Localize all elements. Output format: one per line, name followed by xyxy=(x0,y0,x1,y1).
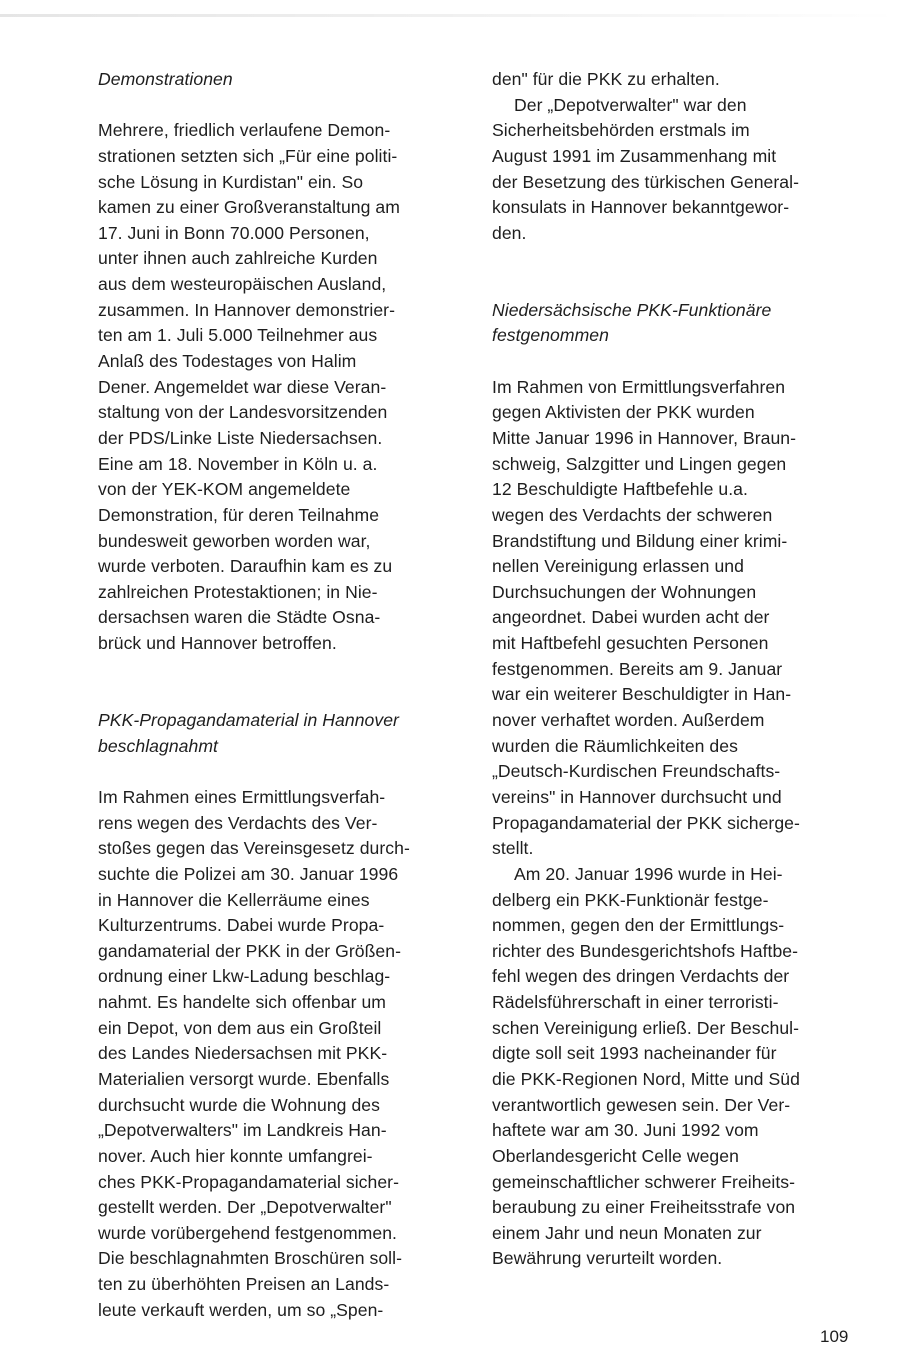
text-line: die PKK-Regionen Nord, Mitte und Süd xyxy=(492,1069,800,1089)
text-line: Bewährung verurteilt worden. xyxy=(492,1248,723,1269)
text-line: Mehrere, friedlich verlaufene Demon- xyxy=(98,120,391,141)
text-line: leute verkauft werden, um so „Spen- xyxy=(98,1299,384,1320)
text-line: nover. Auch hier konnte umfangrei- xyxy=(98,1145,373,1166)
text-line: vereins" in Hannover durchsucht und xyxy=(492,786,782,807)
text-line: schweig, Salzgitter und Lingen gegen xyxy=(492,453,787,474)
text-line: August 1991 im Zusammenhang mit xyxy=(492,145,777,166)
text-line: nommen, gegen den der Ermittlungs- xyxy=(492,915,785,936)
text-line: 17. Juni in Bonn 70.000 Personen, xyxy=(98,222,370,243)
text-line: ordnung einer Lkw-Ladung beschlag- xyxy=(98,966,391,987)
text-line: strationen setzten sich „Für eine politi- xyxy=(98,145,398,166)
text-line: Demonstration, für deren Teilnahme xyxy=(98,504,380,525)
text-line: Oberlandesgericht Celle wegen xyxy=(492,1145,739,1166)
spacer xyxy=(492,349,862,375)
text-line: ten zu überhöhten Preisen an Lands- xyxy=(98,1274,390,1295)
text-line: von der YEK-KOM angemeldete xyxy=(98,479,351,500)
section-heading-demonstrationen: Demonstrationen xyxy=(98,69,233,89)
text-line: zahlreichen Protestaktionen; in Nie- xyxy=(98,581,378,602)
paragraph-heidelberg xyxy=(492,862,862,1272)
text-line: schen Vereinigung erließ. Der Beschul- xyxy=(492,1017,800,1038)
paragraph-demonstrationen xyxy=(98,118,468,656)
text-line: Durchsuchungen der Wohnungen xyxy=(492,581,757,602)
text-line: mit Haftbefehl gesuchten Personen xyxy=(492,633,769,654)
text-line: dersachsen waren die Städte Osna- xyxy=(98,607,381,628)
text-line: Im Rahmen eines Ermittlungsverfah- xyxy=(98,786,386,807)
text-line: unter ihnen auch zahlreiche Kurden xyxy=(98,248,378,269)
text-line: Am 20. Januar 1996 wurde in Hei- xyxy=(514,863,783,884)
section-heading-pkk-propaganda: PKK-Propagandamaterial in Hannover xyxy=(98,710,399,731)
text-line: Im Rahmen von Ermittlungsverfahren xyxy=(492,376,786,397)
text-line: fehl wegen des dringen Verdachts der xyxy=(492,966,790,987)
text-line: brück und Hannover betroffen. xyxy=(98,633,337,654)
text-line: gandamaterial der PKK in der Größen- xyxy=(98,940,401,961)
text-line: aus dem westeuropäischen Ausland, xyxy=(98,274,387,295)
text-line: Die beschlagnahmten Broschüren soll- xyxy=(98,1248,402,1269)
text-line: einem Jahr und neun Monaten zur xyxy=(492,1222,762,1243)
text-line: „Depotverwalters" im Landkreis Han- xyxy=(98,1120,387,1141)
text-line: „Deutsch-Kurdischen Freundschafts- xyxy=(492,761,781,782)
text-line: Mitte Januar 1996 in Hannover, Braun- xyxy=(492,427,797,448)
spacer xyxy=(492,246,862,297)
text-line: 12 Beschuldigte Haftbefehle u.a. xyxy=(492,479,748,500)
text-line: stoßes gegen das Vereinsgesetz durch- xyxy=(98,838,410,859)
text-line: Der „Depotverwalter" war den xyxy=(514,94,747,115)
text-line: gemeinschaftlicher schwerer Freiheits- xyxy=(492,1171,796,1192)
text-line: ches PKK-Propagandamaterial sicher- xyxy=(98,1171,399,1192)
text-line: nellen Vereinigung erlassen und xyxy=(492,556,744,577)
text-line: nahmt. Es handelte sich offenbar um xyxy=(98,992,386,1013)
text-line: den. xyxy=(492,222,527,243)
text-line: wurden die Räumlichkeiten des xyxy=(492,735,738,756)
text-line: gestellt werden. Der „Depotverwalter" xyxy=(98,1197,392,1218)
text-line: festgenommen. Bereits am 9. Januar xyxy=(492,658,783,679)
text-line: war ein weiterer Beschuldigter in Han- xyxy=(492,684,792,705)
spacer xyxy=(98,657,468,708)
text-line: richter des Bundesgerichtshofs Haftbe- xyxy=(492,940,799,961)
paragraph-depotverwalter xyxy=(492,93,862,247)
text-line: wurde verboten. Daraufhin kam es zu xyxy=(98,556,393,577)
text-line: ein Depot, von dem aus ein Großteil xyxy=(98,1017,382,1038)
text-line: beraubung zu einer Freiheitsstrafe von xyxy=(492,1197,796,1218)
text-line: Rädelsführerschaft in einer terroristi- xyxy=(492,992,779,1013)
text-line: des Landes Niedersachsen mit PKK- xyxy=(98,1043,388,1064)
text-line: der PDS/Linke Liste Niedersachsen. xyxy=(98,427,383,448)
section-heading-pkk-propaganda-cont: beschlagnahmt xyxy=(98,735,218,756)
text-line: wurde vorübergehend festgenommen. xyxy=(98,1222,397,1243)
section-heading-pkk-funktionaere: Niedersächsische PKK-Funktionäre xyxy=(492,299,772,320)
text-line: Eine am 18. November in Köln u. a. xyxy=(98,453,378,474)
text-line: angeordnet. Dabei wurden acht der xyxy=(492,607,770,628)
text-line: Anlaß des Todestages von Halim xyxy=(98,351,357,372)
text-line: zusammen. In Hannover demonstrier- xyxy=(98,299,396,320)
page-top-edge xyxy=(0,14,900,17)
section-heading-pkk-funktionaere-cont: festgenommen xyxy=(492,325,609,346)
text-line: suchte die Polizei am 30. Januar 1996 xyxy=(98,863,399,884)
text-line-continuation: den" für die PKK zu erhalten. xyxy=(492,69,720,89)
text-line: in Hannover die Kellerräume eines xyxy=(98,889,370,910)
text-line: nover verhaftet worden. Außerdem xyxy=(492,710,765,731)
text-line: wegen des Verdachts der schweren xyxy=(492,504,773,525)
text-line: Materialien versorgt wurde. Ebenfalls xyxy=(98,1069,390,1089)
text-line: stellt. xyxy=(492,838,534,859)
text-line: rens wegen des Verdachts des Ver- xyxy=(98,812,378,833)
spacer xyxy=(98,759,468,785)
text-line: Kulturzentrums. Dabei wurde Propa- xyxy=(98,915,385,936)
text-line: digte soll seit 1993 nacheinander für xyxy=(492,1043,777,1064)
page-number: 109 xyxy=(820,1327,849,1346)
text-line: delberg ein PKK-Funktionär festge- xyxy=(492,889,769,910)
paragraph-pkk-funktionaere xyxy=(492,375,862,862)
text-line: haftete war am 30. Juni 1992 vom xyxy=(492,1120,759,1141)
text-line: Sicherheitsbehörden erstmals im xyxy=(492,120,750,141)
text-line: Propagandamaterial der PKK sicherge- xyxy=(492,812,800,833)
text-line: staltung von der Landesvorsitzenden xyxy=(98,402,388,423)
text-line: durchsucht wurde die Wohnung des xyxy=(98,1094,380,1115)
text-line: ten am 1. Juli 5.000 Teilnehmer aus xyxy=(98,325,378,346)
text-line: verantwortlich gewesen sein. Der Ver- xyxy=(492,1094,791,1115)
text-line: bundesweit geworben worden war, xyxy=(98,530,371,551)
right-column xyxy=(492,67,862,1272)
text-line: kamen zu einer Großveranstaltung am xyxy=(98,197,400,218)
text-line: Brandstiftung und Bildung einer krimi- xyxy=(492,530,788,551)
left-column xyxy=(98,67,468,1323)
spacer xyxy=(98,93,468,119)
paragraph-pkk-propaganda xyxy=(98,785,468,1323)
text-line: konsulats in Hannover bekanntgewor- xyxy=(492,197,790,218)
text-line: der Besetzung des türkischen General- xyxy=(492,171,799,192)
text-line: sche Lösung in Kurdistan" ein. So xyxy=(98,171,364,192)
text-line: gegen Aktivisten der PKK wurden xyxy=(492,402,755,423)
text-line: Dener. Angemeldet war diese Veran- xyxy=(98,376,387,397)
